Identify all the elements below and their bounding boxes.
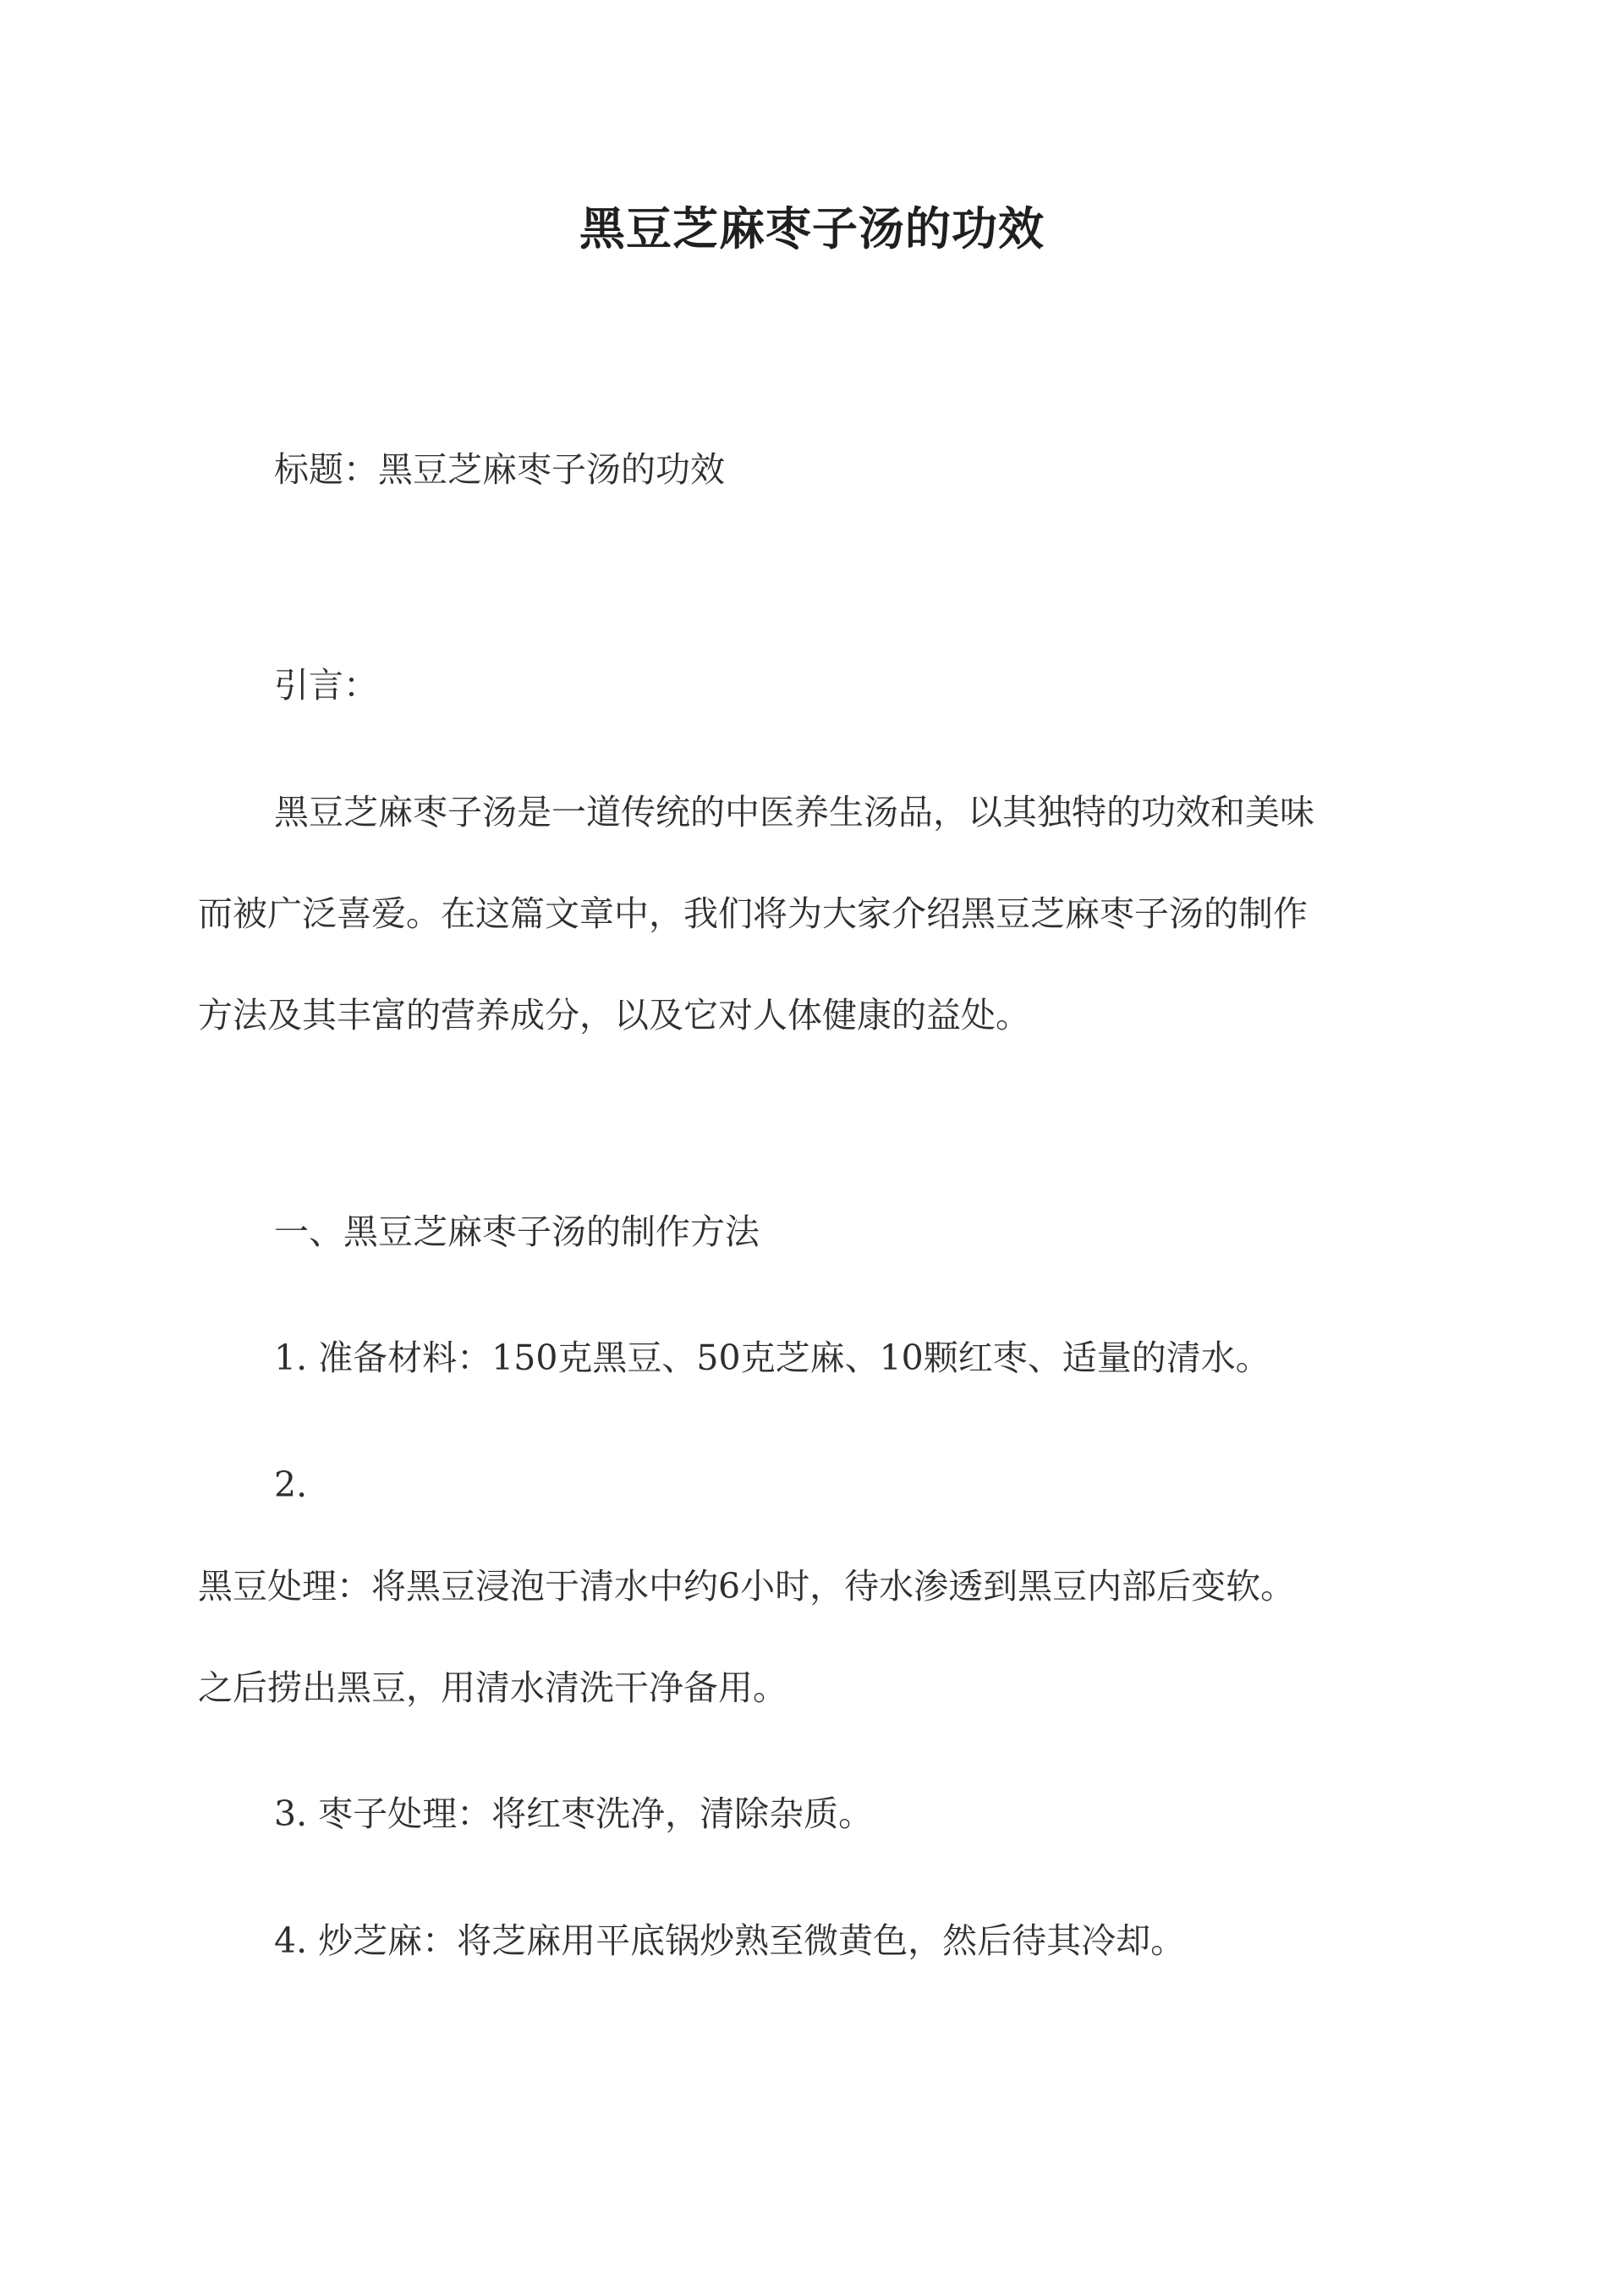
step-item: 1. 准备材料：150克黑豆、50克芝麻、10颗红枣、适量的清水。 xyxy=(274,1338,1270,1378)
intro-paragraph-line: 方法及其丰富的营养成分，以及它对人体健康的益处。 xyxy=(198,995,1030,1035)
intro-heading: 引言： xyxy=(274,665,378,706)
step-item-line: 黑豆处理：将黑豆浸泡于清水中约6小时，待水渗透到黑豆内部后变软。 xyxy=(198,1566,1296,1607)
title-line: 标题：黑豆芝麻枣子汤的功效 xyxy=(274,449,725,490)
section-heading: 一、黑豆芝麻枣子汤的制作方法 xyxy=(274,1211,760,1252)
step-item-line: 之后捞出黑豆，用清水清洗干净备用。 xyxy=(198,1667,787,1708)
intro-paragraph-line: 黑豆芝麻枣子汤是一道传统的中医养生汤品，以其独特的功效和美味 xyxy=(274,792,1314,832)
intro-paragraph-line: 而被广泛喜爱。在这篇文章中，我们将为大家介绍黑豆芝麻枣子汤的制作 xyxy=(198,893,1308,934)
step-number: 2. xyxy=(274,1464,308,1505)
document-title: 黑豆芝麻枣子汤的功效 xyxy=(579,201,1045,255)
step-item: 4. 炒芝麻：将芝麻用平底锅炒熟至微黄色，然后待其冷却。 xyxy=(274,1920,1186,1961)
step-item: 3. 枣子处理：将红枣洗净，清除杂质。 xyxy=(274,1793,874,1834)
